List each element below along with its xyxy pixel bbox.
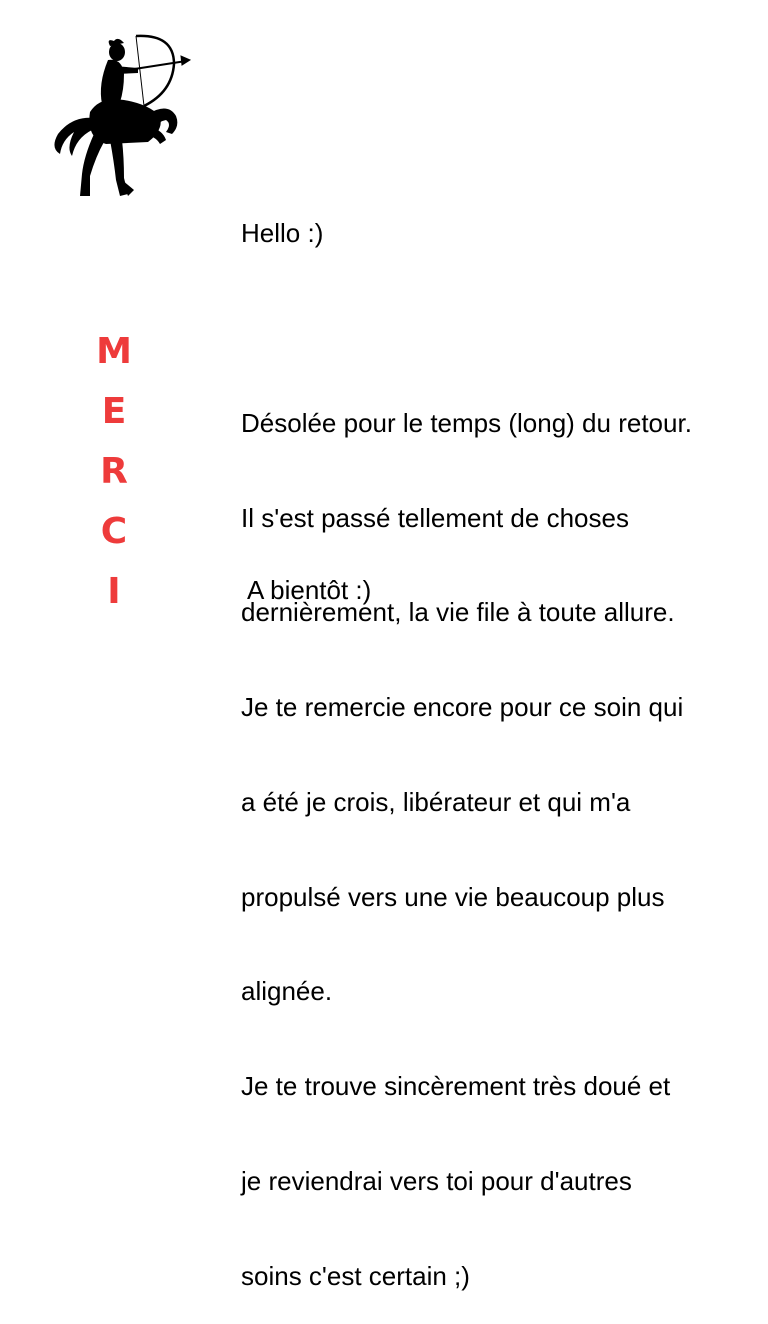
centaur-archer-icon <box>44 30 192 198</box>
merci-letter: R <box>100 451 128 492</box>
merci-letter: M <box>96 331 132 372</box>
message-line: alignée. <box>241 976 333 1007</box>
message-line: Désolée pour le temps (long) du retour. <box>241 407 692 438</box>
closing-line: A bientôt :) <box>247 575 372 605</box>
message-line: Je te trouve sincèrement très doué et <box>241 1071 671 1102</box>
message-line: Il s'est passé tellement de choses <box>241 502 629 533</box>
merci-vertical-word <box>86 322 142 622</box>
message-line: a été je crois, libérateur et qui m'a <box>241 786 631 817</box>
merci-letter: C <box>100 511 128 552</box>
message-line: Je te remercie encore pour ce soin qui <box>241 692 684 723</box>
merci-letter: E <box>101 391 127 432</box>
message-line: je reviendrai vers toi pour d'autres <box>241 1166 632 1196</box>
merci-letter: I <box>107 571 121 612</box>
message-line: dernièrement, la vie file à toute allure. <box>241 597 675 628</box>
greeting: Hello :) <box>241 218 324 249</box>
message-body <box>241 155 751 1324</box>
message-line: propulsé vers une vie beaucoup plus <box>241 881 665 912</box>
message-line: soins c'est certain ;) <box>241 1260 470 1291</box>
blank-line <box>241 313 751 345</box>
